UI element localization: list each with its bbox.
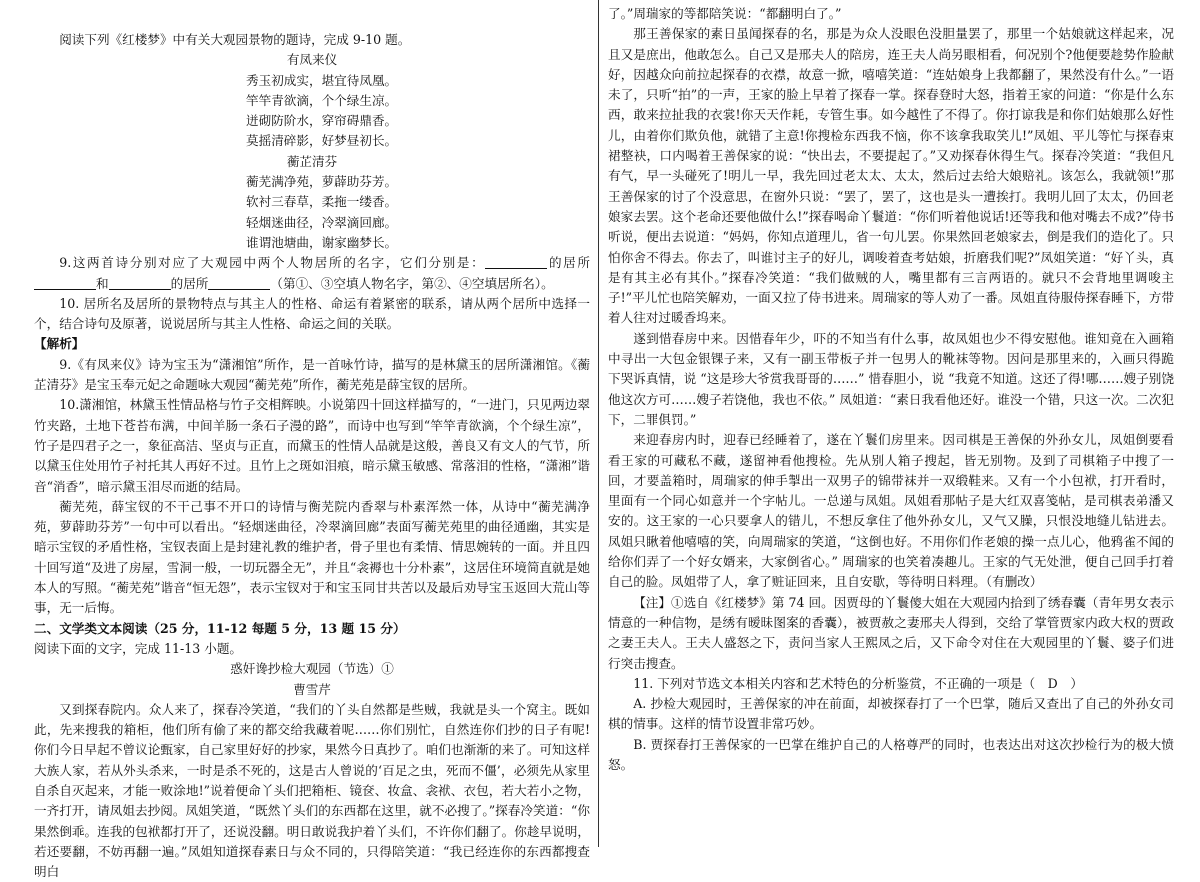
poem2-title: 蘅芷清芬 bbox=[286, 153, 338, 169]
question-9: 9.这两首诗分别对应了大观园中两个人物居所的名字，它们分别是： 的居所和 的居所 （第①、③空填人物名字，第②、④空填居所名）。 bbox=[34, 253, 590, 294]
story-paragraph: 那王善保家的素日虽闻探春的名，那是为众人没眼色没胆量罢了，那里一个姑娘就这样起来，况且又是庶出，他敢怎么。自己又是邢夫人的陪房，连王夫人尚另眼相看，何况别个?他便要趁势作脸献好，因越众向前拉起探春的衣襟，故意一掀，嘻嘻笑道：“连姑娘身上我都翻了，果然没有什么。”一语未了，只听“拍”的一声，王家的脸上早着了探春一掌。探春登时大怒，指着王家的问道：“你是什么东西，敢来拉扯我的衣裳!你天天作耗，专管生事。如今越性了不得了。你打谅我是和你们姑娘那么好性儿，由着你们欺负他，就错了主意!你搜检东西我不恼，你不该拿我取笑儿!”凤姐、平儿等忙与探春束裙整袂，口内喝着王善保家的说：“快出去，不要提起了。”又劝探春休得生气。探春冷笑道：“我但凡有气，早一头碰死了!明儿一早，我先回过老太太、太太，然后过去给大娘赔礼。该怎么，我就领!”那王善保家的讨了个没意思，在窗外只说：“罢了，罢了，这也是头一遭挨打。我明儿回了太太，仍回老娘家去罢。这个老命还要他做什么!”探春喝命丫鬟道：“你们听着他说话!还等我和他对嘴去不成?”侍书听说，便出去说道：“妈妈，你知点道理儿，省一句儿罢。你果然回老娘家去，倒是我们的造化了。只怕你舍不得去。你去了，叫谁讨主子的好儿，调唆着查考姑娘，折磨我们呢?”凤姐笑道：“好丫头，真是有其主必有其仆。”探春冷笑道：“我们做贼的人，嘴里都有三言两语的。就只不会背地里调唆主子!”平儿忙也陪笑解劝，一面又拉了侍书进来。周瑞家的等人劝了一番。凤姐直待服侍探春睡下，方带着人往对过暖香坞来。 bbox=[608, 26, 1174, 326]
column-divider bbox=[598, 0, 599, 847]
story-paragraph: 了。”周瑞家的等都陪笑说：“都翻明白了。” bbox=[608, 6, 842, 21]
story-paragraph: 来迎春房内时，迎春已经睡着了，遂在丫鬟们房里来。因司棋是王善保的外孙女儿，凤姐倒要看看王家的可藏私不藏，遂留神看他搜检。先从别人箱子搜起，皆无别物。及到了司棋箱子中搜了一回，才要盖箱时，周瑞家的伸手掣出一双男子的锦带袜并一双缎鞋来。又有一个小包袱，打开看时，里面有一个同心如意并一个字帖儿。一总递与凤姐。凤姐看那帖子是大红双喜笺帖，是司棋表弟潘又安的。这王家的一心只要拿人的错儿，不想反拿住了他外孙女儿，又气又臊，只恨没地缝儿钻进去。凤姐只瞅着他嘻嘻的笑，向周瑞家的笑道，“这倒也好。不用你们作老娘的操一点儿心，他鸦雀不闻的给你们弄了一个好女婿来，大家倒省心。” 周瑞家的也笑着凑趣儿。王家的气无处泄，便自己回手打着自己的脸。凤姐带了人，拿了赃证回来，且自安歇，等待明日料理。（有删改） bbox=[608, 432, 1174, 590]
question-11: 11. 下列对节选文本相关内容和艺术特色的分析鉴赏，不正确的一项是（ D ） bbox=[633, 675, 1083, 691]
poem1-line: 竿竿青欲滴，个个绿生凉。 bbox=[246, 92, 398, 108]
option-a: A. 抄检大观园时，王善保家的冲在前面，却被探春打了一个巴掌，随后又查出了自己的外孙女司棋的情事。这样的情节设置非常巧妙。 bbox=[608, 696, 1174, 732]
poem1-line: 秀玉初成实，堪宜待凤凰。 bbox=[246, 72, 398, 88]
question-10: 10. 居所名及居所的景物特点与其主人的性格、命运有着紧密的联系，请从两个居所中选择一个，结合诗句及原著，说说居所与其主人性格、命运之间的关联。 bbox=[34, 295, 590, 332]
poem2-line: 软衬三春草，柔拖一缕香。 bbox=[246, 194, 398, 210]
story-paragraph: 遂到惜春房中来。因惜春年少，吓的不知当有什么事，故凤姐也少不得安慰他。谁知竟在入画箱中寻出一大包金银锞子来，又有一副玉带板子并一包男人的靴袜等物。因问是那里来的，入画只得跪下哭诉真情，说 “这是珍大爷赏我哥哥的……” 惜春胆小，说 “我竟不知道。这还了得!哪……嫂子别饶他这次方可……嫂子若饶他，我也不依。” 凤姐道：“素日我看他还好。谁没一个错，只这一次。二次犯下，二罪俱罚。” bbox=[608, 330, 1174, 427]
poem2-line: 蘅芜满净苑，萝薜助芬芳。 bbox=[246, 174, 398, 190]
answer-10-part1: 10.潇湘馆，林黛玉性情品格与竹子交相辉映。小说第四十回这样描写的，“一进门，只见两边翠竹夹路，土地下苍苔布满，中间羊肠一条石子漫的路”，而诗中也写到“竿竿青欲滴，个个绿生凉”，竹子是四君子之一，象征高洁、坚贞与正直，而黛玉的性情人品就是这般，善良又有文人的气节，所以黛玉住处用竹子衬托其人再好不过。且竹上之斑如泪痕，暗示黛玉敏感、常落泪的性格，“潇湘”谐音“消香”，暗示黛玉泪尽而逝的结局。 bbox=[34, 397, 590, 494]
story-paragraph: 又到探春院内。众人来了，探春冷笑道，“我们的丫头自然都是些贼，我就是头一个窝主。既如此，先来搜我的箱柜，他们所有偷了来的都交给我藏着呢……你们别忙，自然连你们抄的日子有呢!你们今日早起不曾议论甄家，自己家里好好的抄家，果然今日真抄了。咱们也渐渐的来了。可知这样大族人家，若从外头杀来，一时是杀不死的，这是古人曾说的‘百足之虫，死而不僵’，必须先从家里自杀自灭起来，才能一败涂地!”说着便命丫头们把箱柜、镜奁、妆盒、衾袱、衣包，若大若小之物，一齐打开，请凤姐去抄阅。凤姐笑道，“既然丫头们的东西都在这里，就不必搜了。”探春冷笑道：“你果然倒乖。连我的包袱都打开了，还说没翻。明日敢说我护着丫头们，不许你们翻了。你趁早说明，若还要翻，不妨再翻一遍。”凤姐知道探春素日与众不同的，只得陪笑道：“我已经连你的东西都搜查明白 bbox=[34, 701, 590, 880]
answer-9: 9.《有凤来仪》诗为宝玉为“潇湘馆”所作，是一首咏竹诗，描写的是林黛玉的居所潇湘馆。《蘅芷清芬》是宝玉奉元妃之命题咏大观园“蘅芜苑”所作，蘅芜苑是薛宝钗的居所。 bbox=[34, 356, 590, 393]
poem2-line: 谁谓池塘曲，谢家幽梦长。 bbox=[246, 234, 398, 250]
poem1-title: 有凤来仪 bbox=[286, 52, 338, 68]
section-2-intro: 阅读下面的文字，完成 11-13 小题。 bbox=[34, 640, 243, 656]
answer-blank[interactable] bbox=[208, 275, 270, 290]
poem2-line: 轻烟迷曲径，冷翠滴回廊。 bbox=[246, 214, 398, 230]
left-column bbox=[34, 30, 590, 880]
section-2-heading: 二、文学类文本阅读（25 分，11-12 每题 5 分，13 题 15 分） bbox=[34, 620, 406, 636]
poem1-line: 莫摇清碎影，好梦昼初长。 bbox=[246, 133, 398, 149]
answer-blank[interactable] bbox=[109, 275, 171, 290]
right-column bbox=[608, 4, 1174, 841]
answer-blank[interactable] bbox=[485, 254, 547, 269]
option-b: B. 贾探春打王善保家的一巴掌在维护自己的人格尊严的同时，也表达出对这次抄检行为的极大愤怒。 bbox=[608, 736, 1174, 772]
analysis-label: 【解析】 bbox=[34, 336, 85, 352]
story-title: 惑奸谗抄检大观园（节选）① bbox=[230, 661, 394, 677]
poem1-line: 迸砌防阶水，穿帘碍鼎香。 bbox=[246, 113, 398, 129]
answer-blank[interactable] bbox=[34, 275, 96, 290]
story-author: 曹雪芹 bbox=[293, 681, 331, 697]
reading-intro: 阅读下列《红楼梦》中有关大观园景物的题诗，完成 9-10 题。 bbox=[59, 32, 411, 47]
answer-10-part2: 蘅芜苑，薛宝钗的不干己事不开口的诗情与衡芜院内香翠与朴素浑然一体，从诗中“蘅芜满净苑，萝薜助芬芳”一句中可以看出。“轻烟迷曲径，冷翠滴回廊”表面写蘅芜苑里的曲径通幽，其实是暗示宝钗的矛盾性格，宝钗表面上是封建礼教的维护者，骨子里也有柔情、情思婉转的一面。并且四十回写道“及进了房屋，雪洞一般，一切玩器全无”，并且“衾褥也十分朴素”，这居住环境简直就是她本人的写照。“蘅芜苑”谐音“恒无怨”，表示宝钗对于和宝玉同甘共苦以及最后劝导宝玉返回大荒山等事，无一后悔。 bbox=[34, 498, 590, 616]
story-note: 【注】①选自《红楼梦》第 74 回。因贾母的丫鬟傻大姐在大观园内拾到了绣春囊（青年男女表示情意的一种信物，是绣有暧昧图案的香囊），被贾赦之妻邢夫人得到，交给了掌管贾家内政大权的贾政之妻王夫人。王夫人盛怒之下，责问当家人王熙凤之后，又下命令对住在大观园里的丫鬟、婆子们进行突击搜查。 bbox=[608, 594, 1174, 671]
